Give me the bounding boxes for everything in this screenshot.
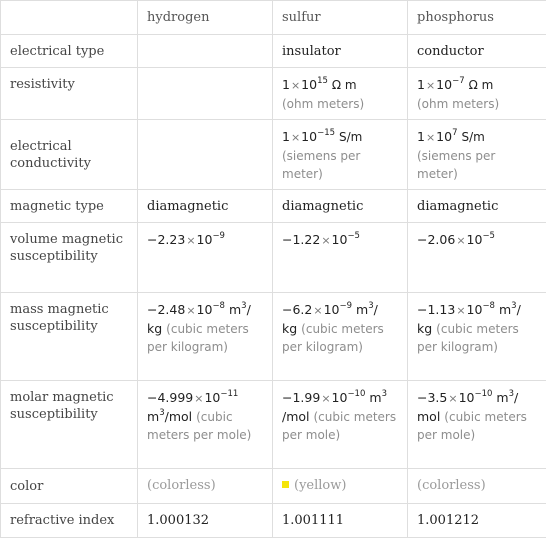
header-hydrogen: hydrogen bbox=[138, 1, 273, 35]
row-label: electrical type bbox=[1, 35, 138, 68]
value: $1\times 10^{-7}$ Ω m bbox=[417, 76, 538, 95]
unit-description: (ohm meters) bbox=[282, 95, 399, 113]
unit-description: (cubic meters per kilogram) bbox=[147, 322, 249, 354]
cell-hydrogen bbox=[138, 223, 273, 293]
value: $-2.48\times 10^{-8}$ $m^3/$ kg (cubic meters per kilogram) bbox=[147, 301, 264, 356]
cell-sulfur: insulator bbox=[273, 35, 408, 68]
cell-sulfur bbox=[273, 223, 408, 293]
cell-sulfur bbox=[273, 469, 408, 504]
unit-description: (cubic meters per kilogram) bbox=[282, 322, 384, 354]
header-row bbox=[1, 1, 546, 35]
cell-hydrogen bbox=[138, 293, 273, 381]
cell-phosphorus bbox=[408, 293, 546, 381]
row-label: molar magnetic susceptibility bbox=[1, 381, 138, 469]
cell-phosphorus: (colorless) bbox=[408, 469, 546, 504]
unit-description: (cubic meters per mole) bbox=[282, 410, 396, 442]
cell-sulfur: 1.001111 bbox=[273, 504, 408, 538]
value: $1\times 10^{-15}$ S/m bbox=[282, 128, 399, 147]
row-label: resistivity bbox=[1, 68, 138, 120]
cell-phosphorus bbox=[408, 381, 546, 469]
cell-hydrogen bbox=[138, 381, 273, 469]
row-electrical-conductivity bbox=[1, 120, 546, 190]
row-color bbox=[1, 469, 546, 504]
row-label: electrical conductivity bbox=[1, 120, 138, 190]
value: $1\times 10^{15}$ Ω m bbox=[282, 76, 399, 95]
cell-phosphorus: 1.001212 bbox=[408, 504, 546, 538]
header-phosphorus: phosphorus bbox=[408, 1, 546, 35]
unit-description: (siemens per meter) bbox=[282, 147, 399, 183]
value: $-6.2\times 10^{-9}$ $m^3/$ kg (cubic meters per kilogram) bbox=[282, 301, 399, 356]
color-label: (yellow) bbox=[294, 478, 346, 493]
cell-hydrogen: diamagnetic bbox=[138, 190, 273, 223]
row-label: magnetic type bbox=[1, 190, 138, 223]
cell-sulfur bbox=[273, 381, 408, 469]
cell-phosphorus: diamagnetic bbox=[408, 190, 546, 223]
row-molar-magnetic-susceptibility bbox=[1, 381, 546, 469]
cell-phosphorus bbox=[408, 120, 546, 190]
value: $-2.06\times 10^{-5}$ bbox=[417, 231, 538, 250]
cell-sulfur bbox=[273, 293, 408, 381]
cell-sulfur bbox=[273, 68, 408, 120]
cell-sulfur bbox=[273, 120, 408, 190]
unit-description: (cubic meters per mole) bbox=[147, 410, 251, 442]
unit-description: (cubic meters per mole) bbox=[417, 410, 527, 442]
value: $-4.999\times 10^{-11}$ $m^3$/mol (cubic meters per mole) bbox=[147, 389, 264, 444]
value: $-3.5\times 10^{-10}$ $m^3/$ mol (cubic meters per mole) bbox=[417, 389, 538, 444]
cell-hydrogen: (colorless) bbox=[138, 469, 273, 504]
value: $-1.99\times 10^{-10}$ $m^3$ /mol (cubic meters per mole) bbox=[282, 389, 399, 444]
yellow-swatch-icon bbox=[282, 481, 289, 488]
row-electrical-type bbox=[1, 35, 546, 68]
row-label: mass magnetic susceptibility bbox=[1, 293, 138, 381]
row-label: refractive index bbox=[1, 504, 138, 538]
header-corner bbox=[1, 1, 138, 35]
unit-description: (siemens per meter) bbox=[417, 147, 538, 183]
cell-hydrogen bbox=[138, 35, 273, 68]
cell-hydrogen bbox=[138, 68, 273, 120]
row-refractive-index bbox=[1, 504, 546, 538]
unit-description: (cubic meters per kilogram) bbox=[417, 322, 519, 354]
row-label: color bbox=[1, 469, 138, 504]
cell-sulfur: diamagnetic bbox=[273, 190, 408, 223]
cell-phosphorus: conductor bbox=[408, 35, 546, 68]
value: $-1.22\times 10^{-5}$ bbox=[282, 231, 399, 250]
row-volume-magnetic-susceptibility bbox=[1, 223, 546, 293]
row-mass-magnetic-susceptibility bbox=[1, 293, 546, 381]
cell-hydrogen bbox=[138, 120, 273, 190]
header-sulfur: sulfur bbox=[273, 1, 408, 35]
value: $1\times 10^7$ S/m bbox=[417, 128, 538, 147]
value: $-1.13\times 10^{-8}$ $m^3/$ kg (cubic meters per kilogram) bbox=[417, 301, 538, 356]
cell-hydrogen: 1.000132 bbox=[138, 504, 273, 538]
row-label: volume magnetic susceptibility bbox=[1, 223, 138, 293]
value: $-2.23\times 10^{-9}$ bbox=[147, 231, 264, 250]
cell-phosphorus bbox=[408, 223, 546, 293]
row-resistivity bbox=[1, 68, 546, 120]
row-magnetic-type bbox=[1, 190, 546, 223]
unit-description: (ohm meters) bbox=[417, 95, 538, 113]
cell-phosphorus bbox=[408, 68, 546, 120]
